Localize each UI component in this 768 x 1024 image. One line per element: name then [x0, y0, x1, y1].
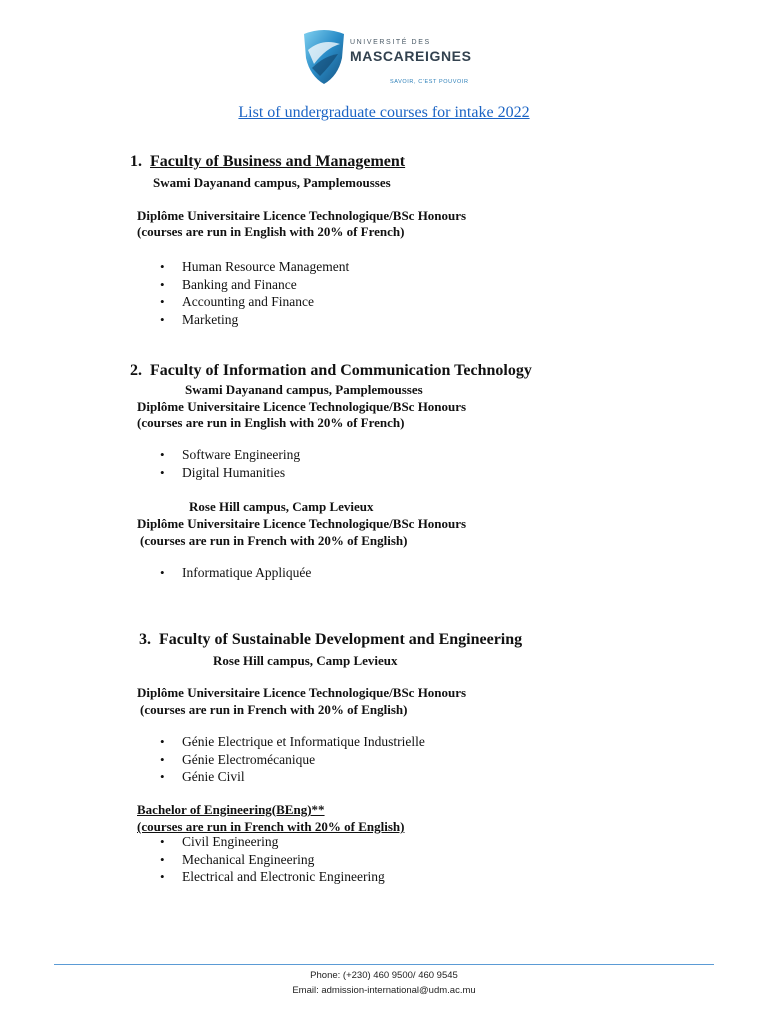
list-item: • Marketing [160, 311, 349, 329]
faculty-3-diploma: Diplôme Universitaire Licence Technologique/BSc Honours [137, 685, 467, 700]
list-item: • Génie Electromécanique [160, 751, 425, 769]
footer-phone: Phone: (+230) 460 9500/ 460 9545 [310, 970, 458, 981]
faculty-2-heading [130, 362, 532, 380]
faculty-3-course-list [160, 733, 425, 786]
list-item: • Software Engineering [160, 446, 300, 464]
faculty-1-course-list [160, 258, 349, 328]
beng-course-list [160, 833, 385, 886]
footer-email: Email: admission-international@udm.ac.mu [292, 985, 476, 996]
list-item: • Banking and Finance [160, 276, 349, 294]
faculty-3-campus: Rose Hill campus, Camp Levieux [213, 653, 398, 668]
faculty-1-campus: Swami Dayanand campus, Pamplemousses [153, 175, 391, 190]
beng-language: (courses are run in French with 20% of English) [137, 819, 405, 834]
faculty-2-campus: Swami Dayanand campus, Pamplemousses [185, 382, 423, 397]
faculty-3-heading [139, 631, 522, 649]
faculty-2-language: (courses are run in English with 20% of French) [137, 415, 405, 430]
logo-motto: SAVOIR, C'EST POUVOIR [390, 79, 469, 85]
list-item: • Accounting and Finance [160, 293, 349, 311]
faculty-2-name: Faculty of Information and Communication Technology [150, 362, 532, 379]
university-logo [302, 28, 472, 92]
list-item: • Génie Civil [160, 768, 425, 786]
list-item: • Digital Humanities [160, 464, 300, 482]
faculty-3-number: 3. [139, 631, 151, 648]
faculty-1-diploma: Diplôme Universitaire Licence Technologique/BSc Honours [137, 208, 467, 223]
shield-logo-icon [302, 28, 346, 86]
footer-divider [54, 964, 714, 965]
faculty-2-course-list-2 [160, 564, 311, 582]
list-item: • Génie Electrique et Informatique Industrielle [160, 733, 425, 751]
faculty-2-course-list [160, 446, 300, 481]
logo-line-2: MASCAREIGNES [350, 48, 472, 64]
faculty-1-language: (courses are run in English with 20% of French) [137, 224, 405, 239]
faculty-2-diploma: Diplôme Universitaire Licence Technologique/BSc Honours [137, 399, 467, 414]
faculty-3-name: Faculty of Sustainable Development and Engineering [159, 631, 523, 648]
faculty-3-language: (courses are run in French with 20% of English) [140, 702, 408, 717]
beng-title: Bachelor of Engineering(BEng)** [137, 802, 325, 817]
faculty-2-number: 2. [130, 362, 142, 379]
logo-line-1: UNIVERSITÉ DES [350, 39, 431, 46]
list-item: • Informatique Appliquée [160, 564, 311, 582]
faculty-1-heading [130, 153, 405, 171]
document-title: List of undergraduate courses for intake 2022 [238, 104, 530, 121]
faculty-2-campus-2: Rose Hill campus, Camp Levieux [189, 499, 374, 514]
faculty-2-language-2: (courses are run in French with 20% of English) [140, 533, 408, 548]
list-item: • Mechanical Engineering [160, 851, 385, 869]
faculty-2-diploma-2: Diplôme Universitaire Licence Technologique/BSc Honours [137, 516, 467, 531]
faculty-1-name: Faculty of Business and Management [150, 153, 406, 170]
list-item: • Human Resource Management [160, 258, 349, 276]
list-item: • Civil Engineering [160, 833, 385, 851]
list-item: • Electrical and Electronic Engineering [160, 868, 385, 886]
faculty-1-number: 1. [130, 153, 142, 170]
